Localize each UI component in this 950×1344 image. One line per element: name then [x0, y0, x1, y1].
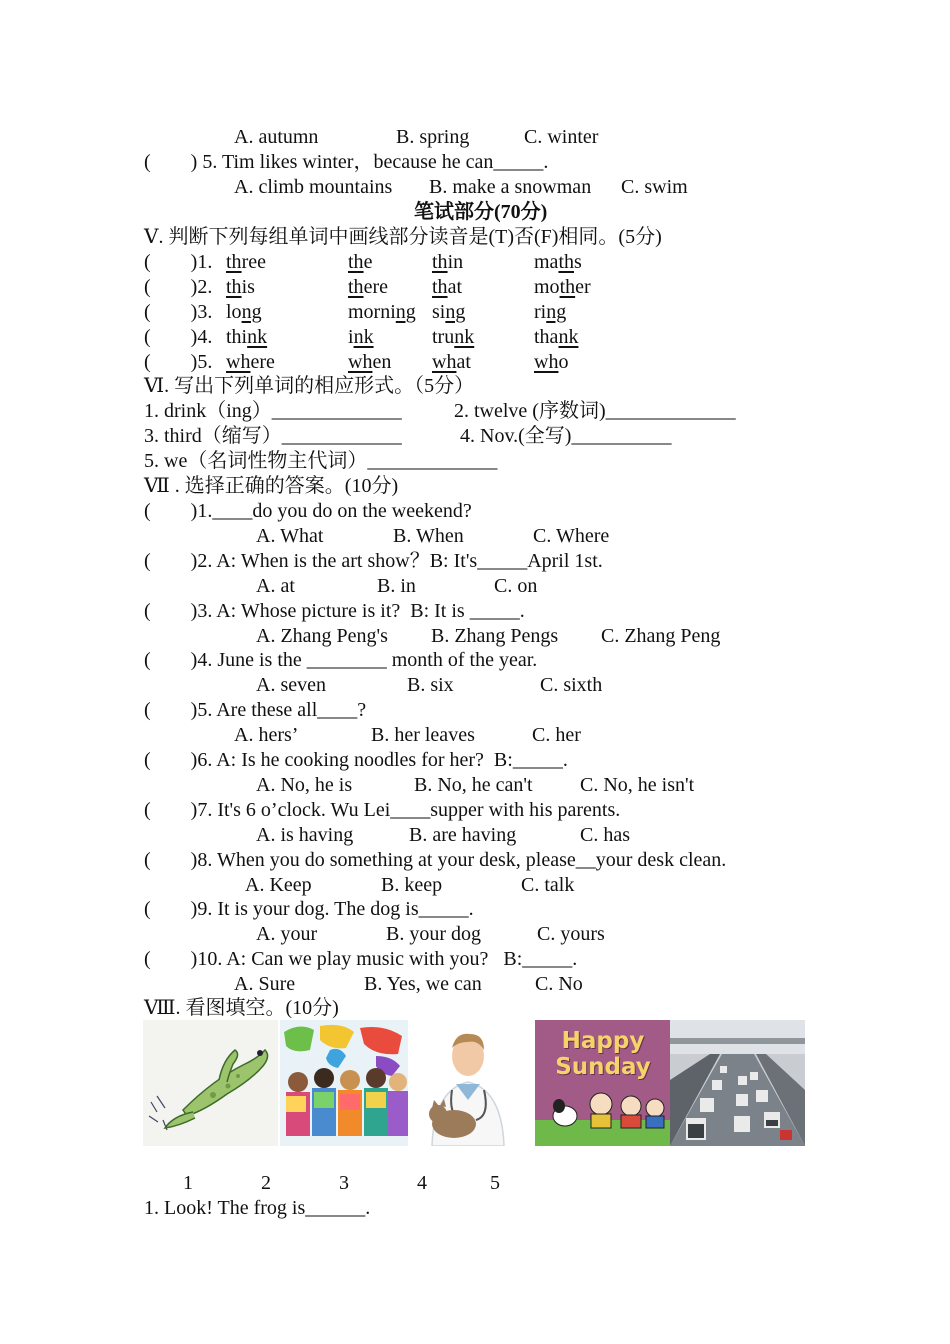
section8-q1: 1. Look! The frog is______.	[144, 1197, 371, 1219]
underlined-part: th	[348, 276, 364, 298]
underlined-part: th	[226, 251, 242, 273]
section5-word	[226, 300, 262, 324]
section7-option-b: B. six	[407, 674, 454, 697]
section7-question-stem: ( )3. A: Whose picture is it? B: It is _____.	[144, 599, 525, 622]
section5-word	[432, 250, 463, 274]
underlined-part: nk	[558, 326, 579, 348]
section7-option-c: C. No, he isn't	[580, 774, 695, 796]
word-part: in	[447, 251, 464, 273]
section5-word	[534, 350, 568, 374]
section7-option-c: C. sixth	[540, 674, 603, 697]
section7-question-stem: ( )8. When you do something at your desk, please__your desk clean.	[144, 848, 727, 871]
underlined-part: th	[558, 251, 574, 273]
section7-title: Ⅶ . 选择正确的答案。(10分)	[144, 475, 399, 497]
picture-number: 1	[183, 1172, 193, 1194]
word-part: mo	[534, 276, 560, 298]
section7-option-b: B. Yes, we can	[364, 973, 482, 996]
section6-item-1: 1. drink（ing）_____________	[144, 400, 402, 422]
section5-title: Ⅴ. 判断下列每组单词中画线部分读音是(T)否(F)相同。(5分)	[144, 226, 662, 248]
picture-number: 5	[490, 1172, 500, 1194]
underlined-part: nk	[247, 326, 268, 348]
section7-option-a: A. your	[256, 923, 318, 946]
underlined-part: wh	[226, 351, 251, 373]
underlined-part: nk	[353, 326, 374, 348]
section7-question-stem: ( )5. Are these all____?	[144, 699, 367, 722]
section5-row-number: ( )3.	[144, 301, 213, 323]
section6-item-5: 5. we（名词性物主代词）_____________	[144, 450, 498, 472]
picture-number: 4	[417, 1172, 427, 1194]
section7-question-stem: ( )4. June is the ________ month of the year.	[144, 649, 538, 672]
section7-option-c: C. Where	[533, 525, 610, 547]
section7-option-b: B. in	[377, 574, 416, 597]
section5-word	[534, 275, 591, 299]
section7-option-c: C. her	[532, 724, 581, 747]
word-part: tha	[534, 326, 559, 348]
section7-option-a: A. No, he is	[256, 774, 353, 796]
picture-number: 3	[339, 1172, 349, 1194]
word-part: lo	[226, 301, 242, 323]
section7-option-a: A. seven	[256, 674, 326, 697]
section6-item-2: 2. twelve (序数词)_____________	[454, 400, 736, 422]
section5-row-number: ( )4.	[144, 326, 213, 348]
section5-word	[226, 250, 266, 274]
underlined-part: ng	[241, 301, 262, 323]
underlined-part: th	[432, 276, 448, 298]
underlined-part: th	[226, 276, 242, 298]
section6-title: Ⅵ. 写出下列单词的相应形式。（5分）	[144, 375, 475, 397]
word-part: is	[241, 276, 255, 298]
q5-option-c: C. swim	[621, 176, 688, 198]
section8-title: Ⅷ. 看图填空。(10分)	[144, 997, 339, 1019]
section5-row-number: ( )1.	[144, 251, 213, 273]
section7-question-stem: ( )7. It's 6 o’clock. Wu Lei____supper with his parents.	[144, 798, 621, 821]
word-part: at	[447, 276, 462, 298]
section7-option-c: C. on	[494, 574, 538, 597]
section7-option-b: B. keep	[381, 873, 443, 896]
section7-option-a: A. is having	[256, 823, 354, 846]
word-part: ere	[250, 351, 275, 373]
section7-option-b: B. are having	[409, 823, 517, 846]
word-part: i	[348, 326, 354, 348]
section5-word	[432, 300, 465, 324]
q4-option-c: C. winter	[524, 126, 599, 148]
word-part: er	[575, 276, 591, 298]
section7-question-stem: ( )9. It is your dog. The dog is_____.	[144, 898, 474, 921]
section7-option-c: C. talk	[521, 873, 575, 896]
word-part: ri	[534, 301, 547, 323]
word-part: at	[456, 351, 471, 373]
word-part: en	[372, 351, 392, 373]
section7-option-a: A. hers’	[234, 724, 299, 747]
section7-option-b: B. your dog	[386, 923, 481, 946]
section5-row-number: ( )5.	[144, 351, 213, 373]
word-part: morni	[348, 301, 396, 323]
underlined-part: nk	[454, 326, 475, 348]
underlined-part: ng	[445, 301, 466, 323]
word-part: si	[432, 301, 446, 323]
q5-stem: ( ) 5. Tim likes winter，because he can_____.	[144, 151, 549, 173]
word-part: tru	[432, 326, 455, 348]
section7-option-a: A. at	[256, 574, 295, 597]
section5-word	[226, 350, 275, 374]
underlined-part: ng	[546, 301, 567, 323]
picture-number: 2	[261, 1172, 271, 1194]
section5-word	[534, 250, 582, 274]
section7-question-stem: ( )6. A: Is he cooking noodles for her? B:_____.	[144, 749, 568, 771]
word-part: ree	[241, 251, 266, 273]
underlined-part: wh	[534, 351, 559, 373]
section7-question-stem: ( )2. A: When is the art show？B: It's_____April 1st.	[144, 549, 603, 572]
section7-option-a: A. What	[256, 525, 324, 547]
picture-traffic	[670, 1020, 805, 1146]
word-part: thi	[226, 326, 248, 348]
section5-word	[432, 325, 474, 349]
word-part: s	[574, 251, 582, 273]
q4-option-b: B. spring	[396, 126, 470, 148]
section7-question-stem: ( )1.____do you do on the weekend?	[144, 500, 472, 522]
written-part-title: 笔试部分(70分)	[414, 201, 548, 223]
section5-word	[348, 275, 388, 299]
section5-word	[226, 275, 255, 299]
section7-option-c: C. yours	[537, 923, 605, 946]
section7-option-b: B. her leaves	[371, 724, 475, 747]
q5-option-b: B. make a snowman	[429, 176, 592, 198]
section6-item-4: 4. Nov.(全写)__________	[460, 425, 672, 447]
section5-word	[226, 325, 267, 349]
section7-option-b: B. No, he can't	[414, 774, 533, 796]
section5-word	[348, 300, 416, 324]
underlined-part: th	[432, 251, 448, 273]
picture-kids-reading	[280, 1020, 408, 1146]
underlined-part: wh	[348, 351, 373, 373]
q4-option-a: A. autumn	[234, 126, 319, 148]
section7-option-a: A. Sure	[234, 973, 296, 996]
section7-option-a: A. Zhang Peng's	[256, 624, 388, 647]
section5-word	[348, 325, 374, 349]
section7-option-c: C. has	[580, 823, 630, 846]
word-part: o	[558, 351, 569, 373]
section7-question-stem: ( )10. A: Can we play music with you? B:_____.	[144, 948, 578, 971]
section5-row-number: ( )2.	[144, 276, 213, 298]
underlined-part: th	[348, 251, 364, 273]
underlined-part: wh	[432, 351, 457, 373]
section6-item-3: 3. third（缩写）____________	[144, 425, 402, 447]
q5-option-a: A. climb mountains	[234, 176, 393, 198]
underlined-part: ng	[395, 301, 416, 323]
picture-happy-sunday	[535, 1020, 670, 1146]
section5-word	[432, 350, 471, 374]
word-part: ere	[363, 276, 388, 298]
underlined-part: th	[559, 276, 576, 298]
section5-word	[534, 300, 566, 324]
picture-frog	[143, 1020, 278, 1146]
section5-word	[432, 275, 462, 299]
word-part: ma	[534, 251, 559, 273]
section7-option-c: C. Zhang Peng	[601, 624, 721, 647]
section7-option-b: B. Zhang Pengs	[431, 624, 559, 647]
happy-sunday-text: Happy Sunday	[555, 1028, 651, 1080]
section5-word	[348, 350, 391, 374]
word-part: e	[363, 251, 373, 273]
section7-option-b: B. When	[393, 525, 464, 547]
section5-word	[534, 325, 578, 349]
section7-option-a: A. Keep	[245, 873, 312, 896]
section7-option-c: C. No	[535, 973, 583, 996]
section5-word	[348, 250, 372, 274]
picture-doctor	[412, 1020, 522, 1146]
